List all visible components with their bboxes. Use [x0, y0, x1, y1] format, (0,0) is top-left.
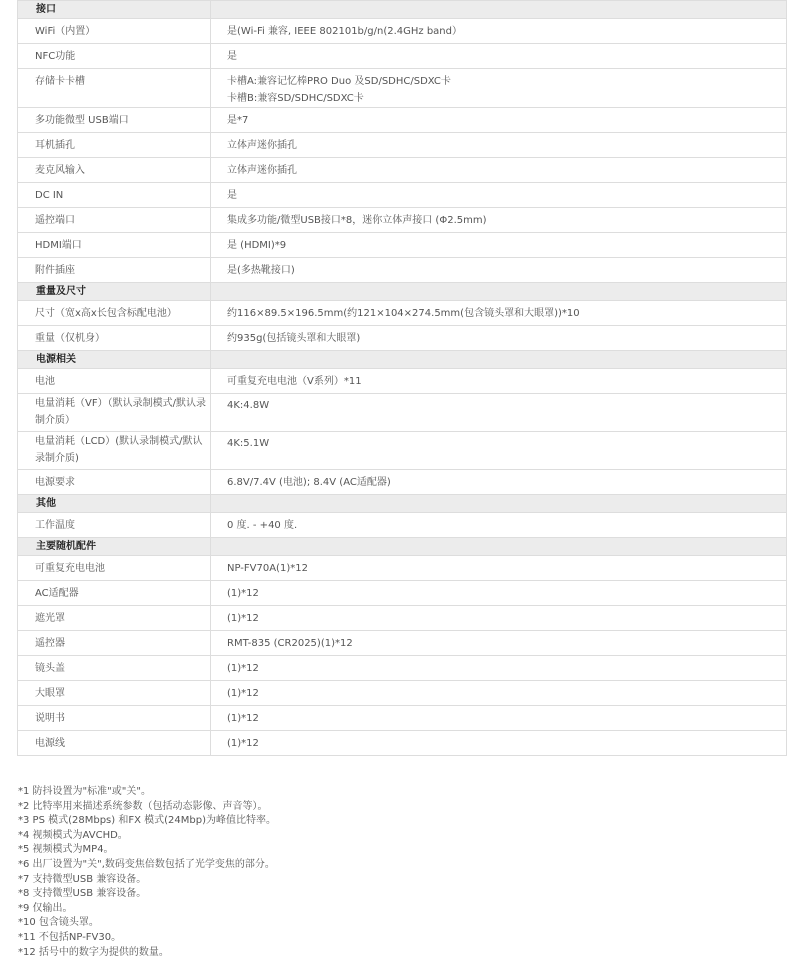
section-title: 接口	[18, 1, 211, 19]
spec-value	[211, 731, 787, 756]
spec-value-line: (1)*12	[227, 687, 259, 699]
spec-value-line: 4K:4.8W	[227, 400, 270, 411]
spec-value	[211, 108, 787, 133]
spec-value	[211, 513, 787, 538]
spec-value	[211, 208, 787, 233]
section-header-spacer	[211, 283, 787, 301]
section-header-spacer	[211, 495, 787, 513]
section-header-spacer	[211, 538, 787, 556]
spec-row	[18, 369, 787, 394]
footnote: *1 防抖设置为"标准"或"关"。	[18, 786, 151, 797]
spec-value-line: 是*7	[227, 114, 249, 126]
spec-row	[18, 19, 787, 44]
spec-label: 工作温度	[18, 513, 211, 538]
spec-value-line: RMT-835 (CR2025)(1)*12	[227, 637, 353, 649]
spec-row	[18, 656, 787, 681]
spec-row	[18, 606, 787, 631]
spec-row	[18, 233, 787, 258]
spec-label: 遮光罩	[18, 606, 211, 631]
spec-label: 多功能微型 USB端口	[18, 108, 211, 133]
spec-label: 电源线	[18, 731, 211, 756]
spec-value-line: 立体声迷你插孔	[227, 164, 297, 176]
spec-label: 耳机插孔	[18, 133, 211, 158]
spec-label: 电池	[18, 369, 211, 394]
spec-table	[17, 0, 787, 756]
spec-label: 可重复充电电池	[18, 556, 211, 581]
spec-row	[18, 208, 787, 233]
footnote: *3 PS 模式(28Mbps) 和FX 模式(24Mbp)为峰值比特率。	[18, 815, 276, 827]
spec-value	[211, 581, 787, 606]
spec-value-line: 可重复充电电池（V系列）*11	[227, 375, 362, 387]
spec-row	[18, 183, 787, 208]
section-header	[18, 1, 787, 19]
spec-row	[18, 326, 787, 351]
spec-value-line: 是(多热靴接口)	[227, 264, 295, 276]
spec-value	[211, 158, 787, 183]
spec-value-line: 立体声迷你插孔	[227, 139, 297, 151]
section-header-spacer	[211, 1, 787, 19]
spec-value	[211, 258, 787, 283]
spec-value-line: (1)*12	[227, 712, 259, 724]
spec-value-line: (1)*12	[227, 587, 259, 599]
spec-value-line: (1)*12	[227, 662, 259, 674]
spec-label: 说明书	[18, 706, 211, 731]
spec-row	[18, 706, 787, 731]
spec-value-line: 卡槽B:兼容SD/SDHC/SDXC卡	[227, 93, 364, 104]
spec-label: 电源要求	[18, 470, 211, 495]
section-header	[18, 495, 787, 513]
spec-value-line: 约935g(包括镜头罩和大眼罩)	[227, 332, 361, 344]
spec-row	[18, 158, 787, 183]
spec-label: 麦克风输入	[18, 158, 211, 183]
section-title: 电源相关	[18, 351, 211, 369]
spec-row	[18, 470, 787, 495]
spec-value	[211, 44, 787, 69]
spec-value	[211, 19, 787, 44]
spec-value	[211, 133, 787, 158]
section-title: 重量及尺寸	[18, 283, 211, 301]
spec-value	[211, 394, 787, 432]
section-header	[18, 538, 787, 556]
spec-row	[18, 581, 787, 606]
spec-value	[211, 326, 787, 351]
spec-value-line: 0 度. - +40 度.	[227, 519, 298, 531]
spec-value	[211, 656, 787, 681]
spec-value-line: 6.8V/7.4V (电池); 8.4V (AC适配器)	[227, 476, 391, 488]
spec-value-line: (1)*12	[227, 737, 259, 749]
spec-label: 存储卡卡槽	[18, 69, 211, 108]
spec-label: 尺寸（宽x高x长包含标配电池）	[18, 301, 211, 326]
spec-value	[211, 69, 787, 108]
footnote: *6 出厂设置为"关",数码变焦倍数包括了光学变焦的部分。	[18, 858, 275, 870]
spec-value-line: 约116×89.5×196.5mm(约121×104×274.5mm(包含镜头罩和大眼罩))*10	[227, 307, 580, 319]
footnote: *11 不包括NP-FV30。	[18, 931, 122, 943]
spec-row	[18, 44, 787, 69]
spec-label: 遥控端口	[18, 208, 211, 233]
spec-value-line: NP-FV70A(1)*12	[227, 562, 308, 574]
spec-value-line: 是(Wi-Fi 兼容, IEEE 802101b/g/n(2.4GHz band）	[227, 25, 462, 37]
spec-row	[18, 108, 787, 133]
footnote: *5 视频模式为MP4。	[18, 844, 114, 856]
spec-label: 电量消耗（VF）（默认录制模式/默认录制介质）	[18, 394, 211, 432]
spec-row	[18, 69, 787, 108]
spec-value	[211, 556, 787, 581]
spec-label: AC适配器	[18, 581, 211, 606]
spec-row	[18, 513, 787, 538]
spec-table-container	[17, 0, 786, 756]
spec-row	[18, 731, 787, 756]
spec-label: 附件插座	[18, 258, 211, 283]
spec-value	[211, 470, 787, 495]
spec-label: 镜头盖	[18, 656, 211, 681]
spec-label: 重量（仅机身）	[18, 326, 211, 351]
spec-label: 大眼罩	[18, 681, 211, 706]
spec-row	[18, 301, 787, 326]
spec-value-line: 4K:5.1W	[227, 438, 270, 449]
spec-label: HDMI端口	[18, 233, 211, 258]
spec-value-line: 是	[227, 50, 237, 62]
section-header	[18, 283, 787, 301]
spec-label: 电量消耗（LCD）(默认录制模式/默认录制介质)	[18, 432, 211, 470]
footnote: *8 支持微型USB 兼容设备。	[18, 888, 147, 900]
spec-row	[18, 432, 787, 470]
spec-table-body	[18, 1, 787, 756]
spec-value	[211, 606, 787, 631]
spec-row	[18, 133, 787, 158]
spec-label: NFC功能	[18, 44, 211, 69]
spec-row	[18, 556, 787, 581]
footnote: *7 支持微型USB 兼容设备。	[18, 873, 147, 885]
footnotes	[18, 785, 276, 960]
footnote: *4 视频模式为AVCHD。	[18, 829, 128, 841]
spec-value-line: 是	[227, 189, 237, 201]
spec-value-line: 卡槽A:兼容记忆棒PRO Duo 及SD/SDHC/SDXC卡	[227, 76, 451, 87]
spec-label: 遥控器	[18, 631, 211, 656]
spec-label: DC IN	[18, 183, 211, 208]
spec-row	[18, 394, 787, 432]
footnote: *10 包含镜头罩。	[18, 917, 99, 929]
spec-value	[211, 681, 787, 706]
spec-value	[211, 233, 787, 258]
spec-value-line: (1)*12	[227, 612, 259, 624]
spec-label: WiFi（内置）	[18, 19, 211, 44]
spec-value	[211, 301, 787, 326]
section-header	[18, 351, 787, 369]
footnote: *9 仅输出。	[18, 902, 73, 914]
footnote: *2 比特率用来描述系统参数（包括动态影像、声音等）。	[18, 800, 268, 812]
spec-value	[211, 631, 787, 656]
section-title: 主要随机配件	[18, 538, 211, 556]
spec-row	[18, 258, 787, 283]
section-title: 其他	[18, 495, 211, 513]
spec-row	[18, 681, 787, 706]
spec-value-line: 是 (HDMI)*9	[227, 239, 287, 251]
spec-row	[18, 631, 787, 656]
spec-value-line: 集成多功能/微型USB接口*8，迷你立体声接口 (Φ2.5mm)	[227, 214, 487, 226]
spec-value	[211, 432, 787, 470]
section-header-spacer	[211, 351, 787, 369]
spec-value	[211, 706, 787, 731]
spec-value	[211, 183, 787, 208]
footnote: *12 括号中的数字为提供的数量。	[18, 946, 169, 958]
spec-value	[211, 369, 787, 394]
